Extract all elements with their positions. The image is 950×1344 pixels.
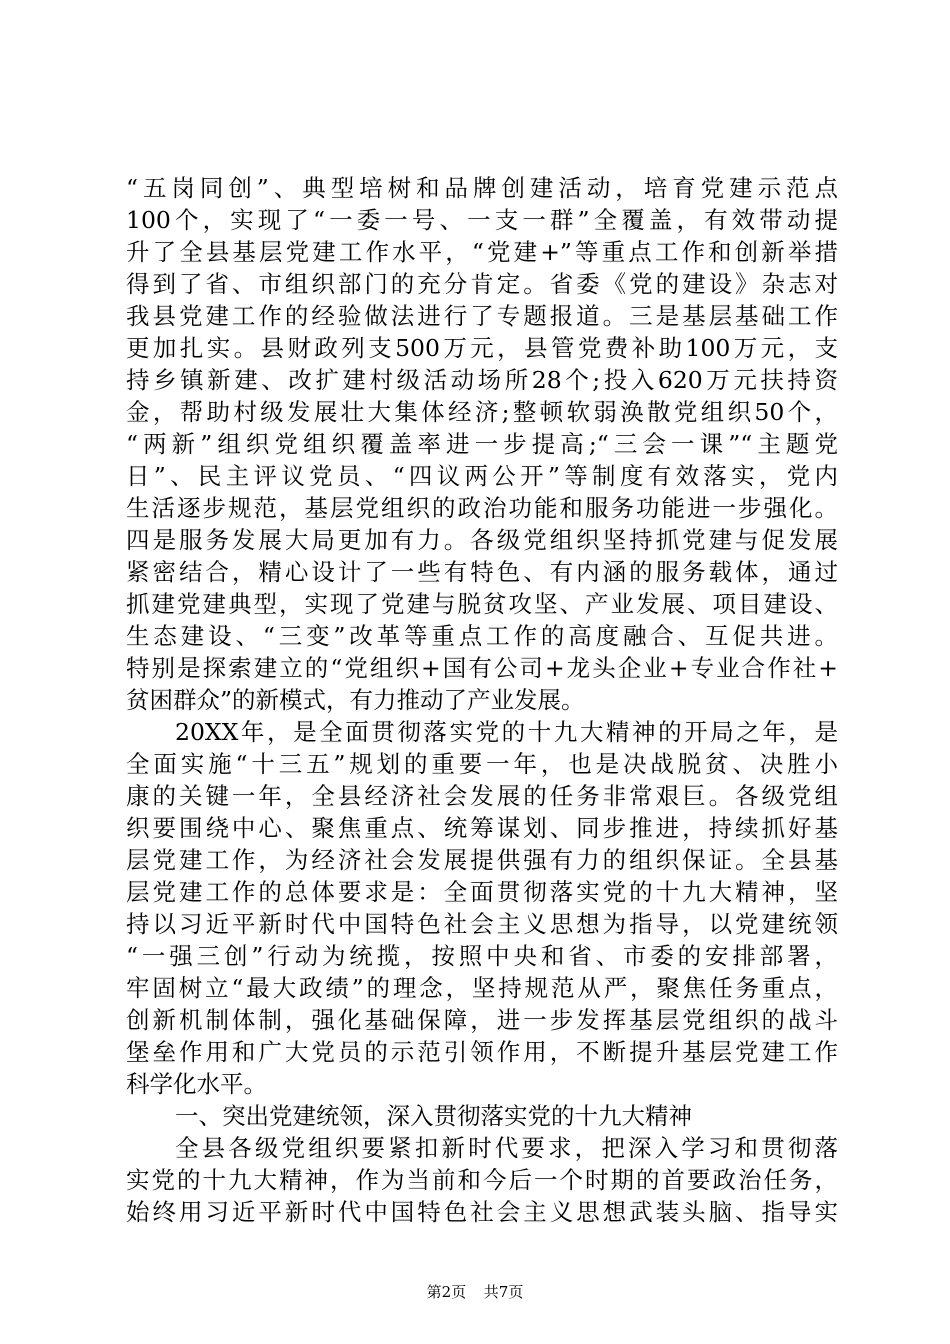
text-line: 创新机制体制，强化基础保障，进一步发挥基层党组织的战斗 bbox=[126, 1006, 838, 1034]
text-line: “五岗同创”、典型培树和品牌创建活动，培育党建示范点 bbox=[126, 174, 838, 202]
text-line: 特别是探索建立的“党组织+国有公司+龙头企业+专业合作社+ bbox=[126, 654, 838, 682]
text-line: 20XX年，是全面贯彻落实党的十九大精神的开局之年，是 bbox=[175, 718, 838, 746]
text-line: 紧密结合，精心设计了一些有特色、有内涵的服务载体，通过 bbox=[126, 558, 838, 586]
text-line: 全面实施“十三五”规划的重要一年，也是决战脱贫、决胜小 bbox=[126, 750, 838, 778]
page-number: 第2页 bbox=[426, 1283, 467, 1301]
text-line: 贫困群众”的新模式，有力推动了产业发展。 bbox=[126, 686, 585, 714]
text-line: 始终用习近平新时代中国特色社会主义思想武装头脑、指导实 bbox=[126, 1198, 838, 1226]
text-line: 持乡镇新建、改扩建村级活动场所28个;投入620万元扶持资 bbox=[126, 366, 838, 394]
text-line: 升了全县基层党建工作水平，“党建+”等重点工作和创新举措 bbox=[126, 238, 838, 266]
text-line: 牢固树立“最大政绩”的理念，坚持规范从严，聚焦任务重点， bbox=[126, 974, 838, 1002]
document-body bbox=[126, 172, 838, 1228]
text-line: 更加扎实。县财政列支500万元，县管党费补助100万元，支 bbox=[126, 334, 838, 362]
text-line: “两新”组织党组织覆盖率进一步提高;“三会一课”“主题党 bbox=[126, 430, 838, 458]
text-line: 生态建设、“三变”改革等重点工作的高度融合、互促共进。 bbox=[126, 622, 838, 650]
text-line: 四是服务发展大局更加有力。各级党组织坚持抓党建与促发展 bbox=[126, 526, 838, 554]
text-line: 科学化水平。 bbox=[126, 1070, 267, 1098]
text-line: 100个，实现了“一委一号、一支一群”全覆盖，有效带动提 bbox=[126, 206, 838, 234]
text-line: 生活逐步规范，基层党组织的政治功能和服务功能进一步强化。 bbox=[126, 494, 838, 522]
text-line: 层党建工作，为经济社会发展提供强有力的组织保证。全县基 bbox=[126, 846, 838, 874]
text-line: 我县党建工作的经验做法进行了专题报道。三是基层基础工作 bbox=[126, 302, 838, 330]
text-line: 日”、民主评议党员、“四议两公开”等制度有效落实，党内 bbox=[126, 462, 838, 490]
text-line: 织要围绕中心、聚焦重点、统筹谋划、同步推进，持续抓好基 bbox=[126, 814, 838, 842]
text-line: 全县各级党组织要紧扣新时代要求，把深入学习和贯彻落 bbox=[175, 1134, 838, 1162]
text-line: 得到了省、市组织部门的充分肯定。省委《党的建设》杂志对 bbox=[126, 270, 838, 298]
page-total: 共7页 bbox=[483, 1283, 524, 1301]
text-line: 金，帮助村级发展壮大集体经济;整顿软弱涣散党组织50个， bbox=[126, 398, 838, 426]
text-line: 抓建党建典型，实现了党建与脱贫攻坚、产业发展、项目建设、 bbox=[126, 590, 838, 618]
page-footer bbox=[0, 1282, 950, 1302]
text-line: 康的关键一年，全县经济社会发展的任务非常艰巨。各级党组 bbox=[126, 782, 838, 810]
text-line: 实党的十九大精神，作为当前和今后一个时期的首要政治任务， bbox=[126, 1166, 838, 1194]
text-line: 持以习近平新时代中国特色社会主义思想为指导，以党建统领 bbox=[126, 910, 838, 938]
text-line: 堡垒作用和广大党员的示范引领作用，不断提升基层党建工作 bbox=[126, 1038, 838, 1066]
text-line: 层党建工作的总体要求是：全面贯彻落实党的十九大精神，坚 bbox=[126, 878, 838, 906]
text-line: “一强三创”行动为统揽，按照中央和省、市委的安排部署， bbox=[126, 942, 838, 970]
text-line: 一、突出党建统领，深入贯彻落实党的十九大精神 bbox=[175, 1102, 692, 1130]
